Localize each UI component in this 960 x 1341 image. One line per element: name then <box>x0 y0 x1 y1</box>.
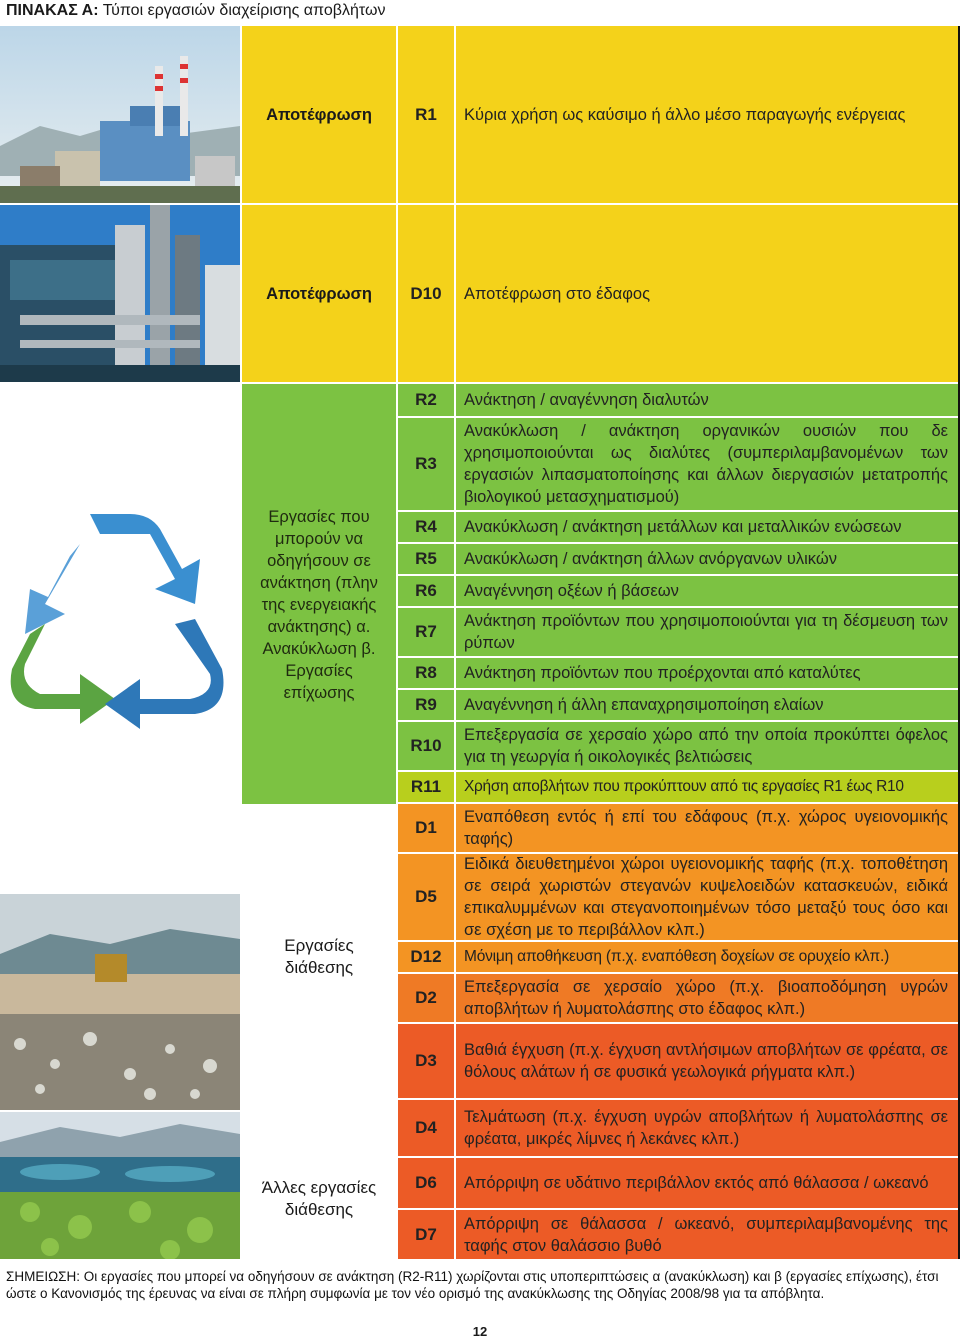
landfill-illustration <box>0 804 240 1110</box>
recycling-icon <box>0 384 240 826</box>
operation-description: Επεξεργασία σε χερσαίο χώρο (π.χ. βιοαποδόμηση υγρών αποβλήτων ή λυματολάσπης στο έδαφος κλπ.) <box>464 978 948 1018</box>
operation-code: D2 <box>415 988 437 1007</box>
table-row <box>398 544 958 574</box>
table-row <box>398 1210 958 1259</box>
operation-code: R7 <box>415 622 437 641</box>
table-row <box>398 690 958 720</box>
operation-code: R6 <box>415 581 437 600</box>
category-recovery-label: Εργασίες που μπορούν να οδηγήσουν σε ανάκτηση (πλην της ενεργειακής ανάκτησης) α. Ανακύκλωση β. Εργασίες επίχωσης <box>260 508 378 702</box>
table-title-label: ΠΙΝΑΚΑΣ Α: <box>6 2 99 19</box>
table-row <box>398 658 958 688</box>
operation-code: D6 <box>415 1173 437 1192</box>
operation-description: Ανάκτηση / αναγέννηση διαλυτών <box>464 391 709 409</box>
operation-code: R8 <box>415 663 437 682</box>
category-disposal-label: Εργασίες διάθεσης <box>284 936 354 977</box>
operation-description: Αναγέννηση οξέων ή βάσεων <box>464 582 679 600</box>
column-divider <box>454 26 456 1259</box>
operation-code: R1 <box>415 104 437 124</box>
operation-code: D7 <box>415 1224 437 1244</box>
table-row <box>398 205 958 382</box>
table-row <box>398 942 958 972</box>
operation-description: Ανάκτηση προϊόντων που χρησιμοποιούνται για τη δέσμευση των ρύπων <box>464 612 948 652</box>
waste-operations-table <box>0 26 960 1259</box>
table-row <box>398 608 958 656</box>
operation-description: Ανακύκλωση / ανάκτηση άλλων ανόργανων υλικών <box>464 550 837 568</box>
table-row <box>398 384 958 416</box>
table-row <box>398 974 958 1022</box>
category-incineration-r1 <box>242 26 396 203</box>
operation-description: Απόρριψη σε θάλασσα / ωκεανό, συμπεριλαμβανομένης της ταφής στον θαλάσσιο βυθό <box>464 1214 948 1255</box>
operation-description: Απόρριψη σε υδάτινο περιβάλλον εκτός από θάλασσα / ωκεανό <box>464 1174 929 1192</box>
operation-description: Χρήση αποβλήτων που προκύπτουν από τις εργασίες R1 έως R10 <box>464 778 904 795</box>
table-title <box>6 0 385 22</box>
operation-code: R11 <box>410 777 442 796</box>
category-incineration-d10 <box>242 205 396 382</box>
recycling-symbol-image <box>0 384 240 826</box>
operation-description: Ανακύκλωση / ανάκτηση οργανικών ουσιών που δε χρησιμοποιούνται ως διαλύτες (συμπεριλαμβανομένων των εργασιών λιπασματοποίησης και άλλων διεργασιών μετατροπής βιολογικού μετασχηματισμού) <box>464 422 948 506</box>
operation-description: Κύρια χρήση ως καύσιμο ή άλλο μέσο παραγωγής ενέργειας <box>464 105 906 124</box>
incinerator-illustration <box>0 205 240 382</box>
table-row <box>398 418 958 510</box>
table-row <box>398 26 958 203</box>
operation-description: Τελμάτωση (π.χ. έγχυση υγρών αποβλήτων ή λυματολάσπης σε φρέατα, μικρές λίμνες ή λεκάνες κλπ.) <box>464 1108 948 1148</box>
category-other-disposal <box>242 1024 396 1259</box>
operation-description: Ειδικά διευθετημένοι χώροι υγειονομικής ταφής (π.χ. τοποθέτηση σε σειρά χωριστών στεγανών κυψελοειδών κατασκευών, ειδικά επικαλυμμένων και στεγανοποιημένων τόσο μεταξύ τους όσο και σε σχέση με το περιβάλλον κλπ.) <box>464 855 948 939</box>
power-plant-photo <box>0 26 240 203</box>
power-plant-illustration <box>0 26 240 203</box>
operation-code: D4 <box>415 1118 437 1137</box>
landfill-photo <box>0 804 240 1110</box>
operation-code: D12 <box>410 947 442 966</box>
operation-description: Ανακύκλωση / ανάκτηση μετάλλων και μεταλλικών ενώσεων <box>464 518 902 536</box>
operation-code: D5 <box>415 887 437 906</box>
incinerator-photo <box>0 205 240 382</box>
table-row <box>398 722 958 770</box>
operation-description: Αναγέννηση ή άλλη επαναχρησιμοποίηση ελαίων <box>464 696 824 714</box>
operation-description: Εναπόθεση εντός ή επί του εδάφους (π.χ. χώρος υγειονομικής ταφής) <box>464 808 948 848</box>
operation-description: Επεξεργασία σε χερσαίο χώρο από την οποία προκύπτει όφελος για τη γεωργία ή οικολογικές βελτιώσεις <box>464 726 948 766</box>
table-row <box>398 804 958 852</box>
table-footnote: ΣΗΜΕΙΩΣΗ: Οι εργασίες που μπορεί να οδηγήσουν σε ανάκτηση (R2-R11) χωρίζονται στις υποπεριπτώσεις α (ανακύκλωση) και β (εργασίες επίχωσης), έτσι ώστε ο Κανονισμός της έρευνας να είναι σε πλήρη συμφωνία με τον νέο ορισμό της ανακύκλωσης της Οδηγίας 2008/98 για τα απόβλητα. <box>6 1269 939 1301</box>
table-row <box>398 772 958 802</box>
water-pollution-illustration <box>0 1112 240 1259</box>
operation-description: Βαθιά έγχυση (π.χ. έγχυση αντλήσιμων αποβλήτων σε φρέατα, σε θόλους αλάτων ή σε φυσικά γεωλογικά ρήγματα κλπ.) <box>464 1041 948 1081</box>
operation-code: R9 <box>415 695 437 714</box>
operation-code: D10 <box>410 283 442 303</box>
table-row <box>398 512 958 542</box>
operation-description: Μόνιμη αποθήκευση (π.χ. εναπόθεση δοχείων σε ορυχείο κλπ.) <box>464 948 890 965</box>
table-title-text: Τύποι εργασιών διαχείρισης αποβλήτων <box>102 2 386 19</box>
operation-code: R5 <box>415 549 437 568</box>
operation-code: R4 <box>415 517 437 536</box>
operation-code: D1 <box>415 818 437 837</box>
category-other-disposal-label: Άλλες εργασίες διάθεσης <box>261 1178 377 1219</box>
category-incineration-d10-label: Αποτέφρωση <box>266 284 372 303</box>
operation-description: Ανάκτηση προϊόντων που προέρχονται από καταλύτες <box>464 664 861 682</box>
table-row <box>398 854 958 940</box>
page-number: 12 <box>472 1324 488 1339</box>
table-row <box>398 1158 958 1208</box>
table-row <box>398 1024 958 1098</box>
operation-code: R3 <box>415 454 437 473</box>
operation-code: R10 <box>410 736 442 755</box>
operation-code: D3 <box>415 1051 437 1070</box>
operation-description: Αποτέφρωση στο έδαφος <box>464 284 651 303</box>
category-incineration-r1-label: Αποτέφρωση <box>266 105 372 124</box>
operation-code: R2 <box>415 390 437 409</box>
table-row <box>398 1100 958 1156</box>
category-recovery <box>242 384 396 826</box>
water-pollution-photo <box>0 1112 240 1259</box>
table-row <box>398 576 958 606</box>
